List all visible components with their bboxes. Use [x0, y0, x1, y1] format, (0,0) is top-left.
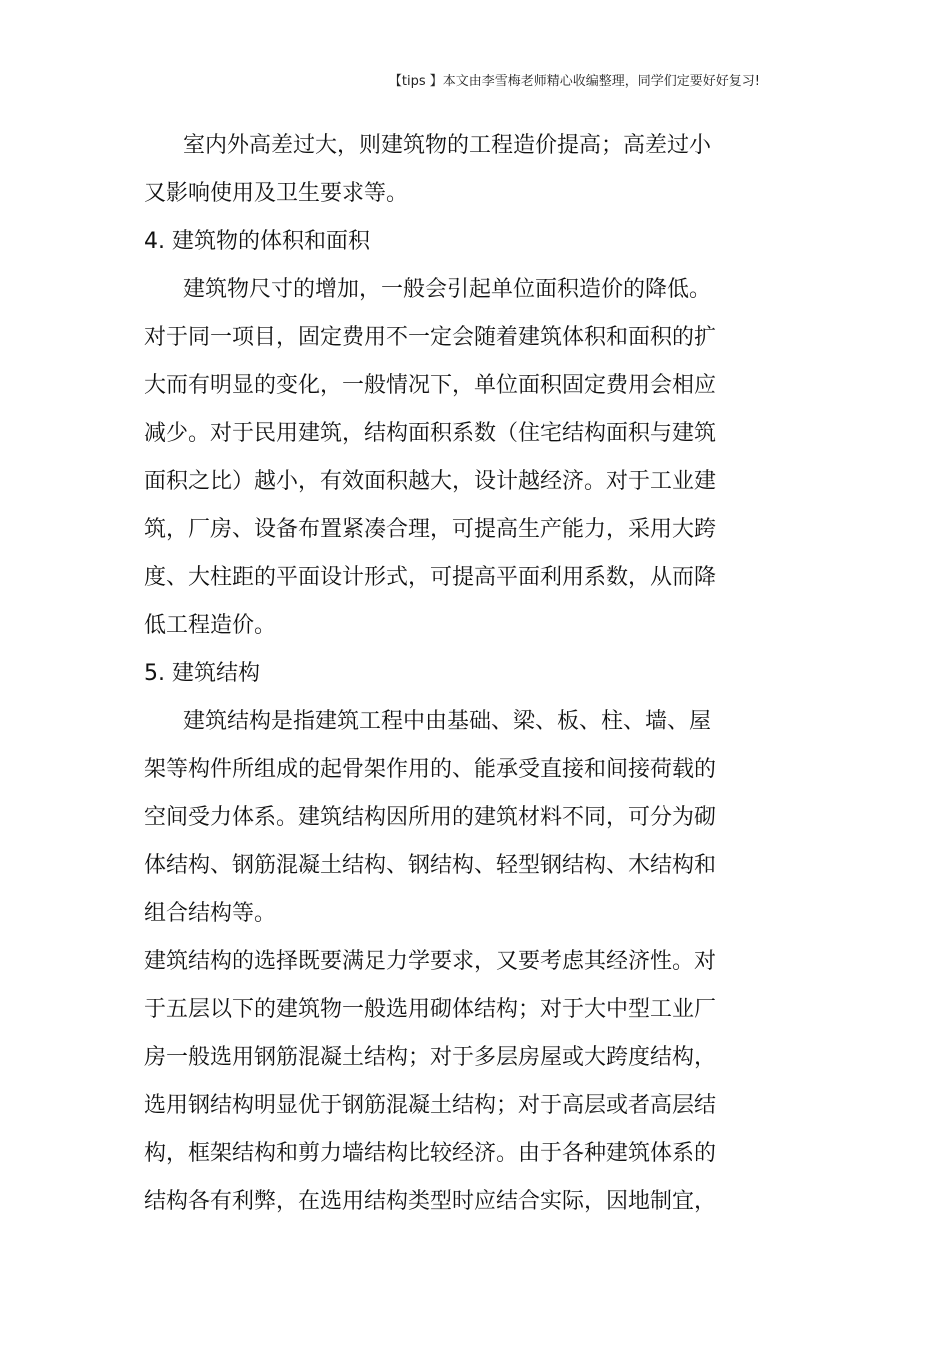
- paragraph-line: 大而有明显的变化，一般情况下，单位面积固定费用会相应: [144, 373, 717, 398]
- paragraph-line: 结构各有利弊，在选用结构类型时应结合实际，因地制宜，: [144, 1189, 717, 1214]
- paragraph-line: 减少。对于民用建筑，结构面积系数（住宅结构面积与建筑: [144, 421, 717, 446]
- paragraph-line: 筑，厂房、设备布置紧凑合理，可提高生产能力，采用大跨: [144, 517, 717, 542]
- section-heading-4: 4. 建筑物的体积和面积: [144, 229, 370, 254]
- paragraph-line: 面积之比）越小，有效面积越大，设计越经济。对于工业建: [144, 469, 717, 494]
- paragraph-line: 对于同一项目，固定费用不一定会随着建筑体积和面积的扩: [144, 325, 717, 350]
- paragraph-line: 组合结构等。: [144, 901, 277, 926]
- section-heading-5: 5. 建筑结构: [144, 661, 260, 686]
- paragraph-line: 选用钢结构明显优于钢筋混凝土结构；对于高层或者高层结: [144, 1093, 717, 1118]
- header-tip-note: 【tips 】本文由李雪梅老师精心收编整理，同学们定要好好复习!: [388, 74, 760, 89]
- paragraph-line: 建筑结构是指建筑工程中由基础、梁、板、柱、墙、屋: [183, 709, 712, 734]
- paragraph-line: 体结构、钢筋混凝土结构、钢结构、轻型钢结构、木结构和: [144, 853, 717, 878]
- paragraph-line: 低工程造价。: [144, 613, 277, 638]
- paragraph-line: 室内外高差过大，则建筑物的工程造价提高；高差过小: [183, 133, 712, 158]
- paragraph-line: 架等构件所组成的起骨架作用的、能承受直接和间接荷载的: [144, 757, 717, 782]
- paragraph-line: 度、大柱距的平面设计形式，可提高平面利用系数，从而降: [144, 565, 717, 590]
- paragraph-line: 房一般选用钢筋混凝土结构；对于多层房屋或大跨度结构，: [144, 1045, 717, 1070]
- paragraph-line: 建筑物尺寸的增加，一般会引起单位面积造价的降低。: [183, 277, 712, 302]
- paragraph-line: 构，框架结构和剪力墙结构比较经济。由于各种建筑体系的: [144, 1141, 717, 1166]
- paragraph-line: 空间受力体系。建筑结构因所用的建筑材料不同，可分为砌: [144, 805, 717, 830]
- paragraph-line: 于五层以下的建筑物一般选用砌体结构；对于大中型工业厂: [144, 997, 717, 1022]
- paragraph-line: 建筑结构的选择既要满足力学要求，又要考虑其经济性。对: [144, 949, 717, 974]
- paragraph-line: 又影响使用及卫生要求等。: [144, 181, 409, 206]
